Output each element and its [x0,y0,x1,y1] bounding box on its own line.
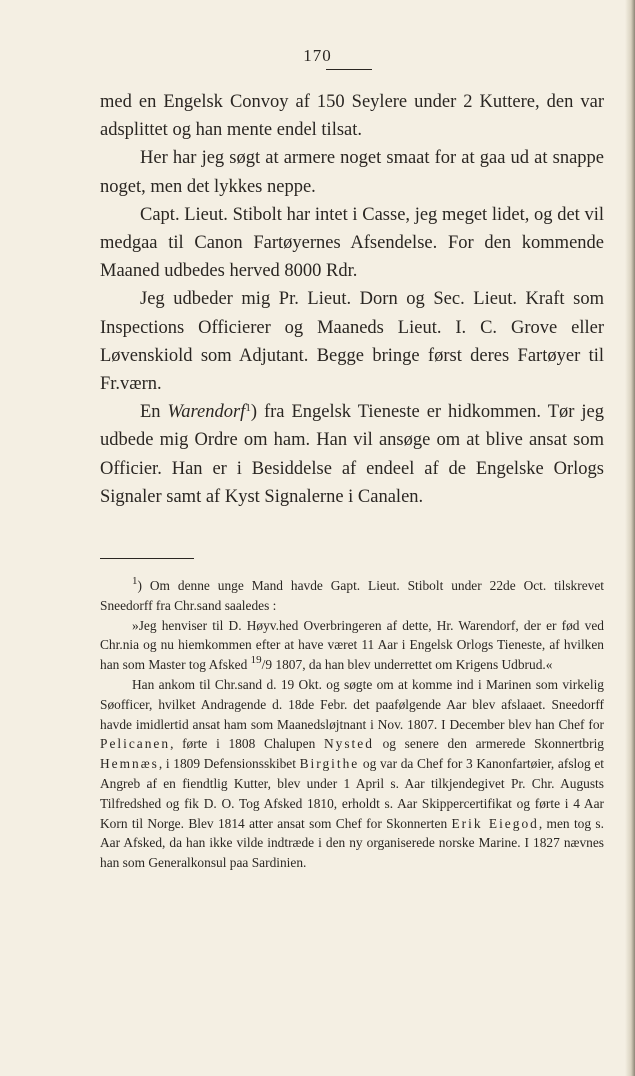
paragraph-2: Her har jeg søgt at armere noget smaat for at gaa ud at snappe noget, men det lykkes neppe. [100,148,604,197]
biography-text-e: og var da Chef for 3 Kanonfartøier, afslog et Angreb af en fiendtlig Kutter, blev under 1 April s. Aar tilkjendegivet Pr. Chr. Augusts Tilfredshed og fik D. O. Tog Afsked 1810, erholdt s. Aar Skippercertifikat og førte i 4 Aar Korn til Norge. Blev 1814 atter ansat som Chef for Skonnerten [100,756,604,831]
date-fraction-denominator: 9 [265,657,273,673]
ship-name-erik-eiegod: Erik Eiegod [451,815,539,831]
paragraph-4: Jeg udbeder mig Pr. Lieut. Dorn og Sec. Lieut. Kraft som Inspections Officierer og Maaneds Lieut. I. C. Grove eller Løvenskiold som Adjutant. Begge bringe først deres Fartøyer til Fr.værn. [100,289,604,395]
page-number: 170 [303,46,332,65]
paragraph-5-start: En [140,402,168,423]
ship-name-pelicanen: Pelicanen [100,736,171,752]
footnote-divider [100,558,194,559]
biography-text-b: , førte i 1808 Chalupen [170,736,324,752]
footnote-1-biography [100,675,604,873]
quote-text-start: »Jeg henviser til D. Høyv.hed Overbringeren af dette, Hr. Warendorf, der er fød ved Chr.nia og nu hiemkommen efter at have været 11 Aar i Engelsk Orlogs Tieneste, af hvilken han som Master tog Afsked [100,617,604,673]
page-number-rule [326,69,372,70]
footnote-reference: 1 [245,402,251,415]
biography-text-f: , men tog s. Aar Afsked, da han ikke vilde indtræde i den ny organiserede norske Marine. I 1827 nævnes han som Generalkonsul paa Sardinien. [100,815,604,871]
ship-name-hemnaes: Hemnæs [100,756,159,772]
paragraph-5-rest: ) fra Engelsk Tieneste er hidkommen. Tør jeg udbede mig Ordre om ham. Han vil ansøge om at blive ansat som Officier. Han er i Besiddelse af endeel af de Engelske Orlogs Signaler samt af Kyst Signalerne i Canalen. [100,402,604,507]
main-text [100,88,604,511]
person-name-warendorf: Warendorf [167,402,246,423]
quote-text-end: 1807, da han blev underrettet om Krigens Udbrud.« [272,657,553,673]
paragraph-3: Capt. Lieut. Stibolt har intet i Casse, jeg meget lidet, og det vil medgaa til Canon Fartøyernes Afsendelse. For den kommende Maaned udbedes herved 8000 Rdr. [100,204,604,282]
footnotes [100,576,604,873]
footnote-1-quote: »Jeg henviser til D. Høyv.hed Overbringeren af dette, Hr. Warendorf, der er fød ved Chr.nia og nu hiemkommen efter at have været 11 Aar i Engelsk Orlogs Tieneste, af hvilken han som Master tog Afsked $^{19}$/9 1807, da han blev underrettet om Krigens Udbrud.« [100,617,604,673]
footnote-1-intro [100,576,604,616]
footnote-1-text: ) Om denne unge Mand havde Gapt. Lieut. Stibolt under 22de Oct. tilskrevet Sneedorff fra Chr.sand saaledes : [100,578,604,613]
paragraph-1: med en Engelsk Convoy af 150 Seylere under 2 Kuttere, den var adsplittet og han mente endel tilsat. [100,92,604,141]
biography-text-d: , i 1809 Defensionsskibet [158,756,300,772]
ship-name-birgithe: Birgithe [299,756,360,772]
biography-text-c: og senere den armerede Skonnertbrig [373,736,605,752]
date-fraction-numerator: 19 [250,654,262,667]
ship-name-nysted: Nysted [323,736,374,752]
biography-text-a: Han ankom til Chr.sand d. 19 Okt. og søgte om at komme ind i Marinen som virkelig Søofficer, hvilket Andragende d. 18de Febr. det paafølgende Aar blev afslaaet. Sneedorff havde imidlertid ansat ham som Maanedsløjtnant i Nov. 1807. I December blev han Chef for [100,676,604,732]
paragraph-5 [100,398,604,511]
footnote-marker: 1 [132,575,138,587]
page-edge-shadow [625,0,635,1076]
